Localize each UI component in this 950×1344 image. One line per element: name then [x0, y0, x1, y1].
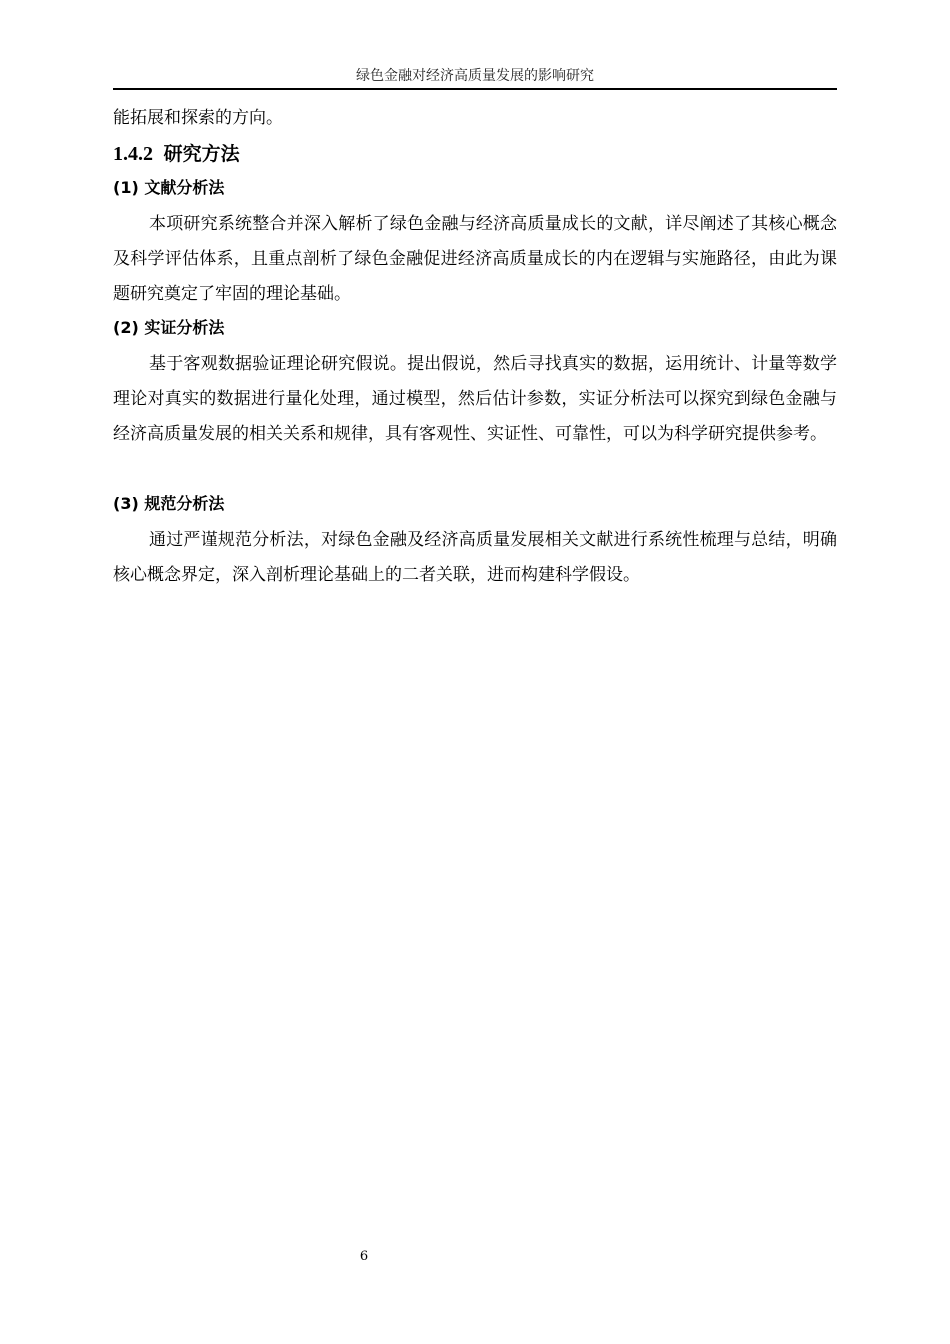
- section-title: 研究方法: [163, 143, 240, 165]
- section-heading: [113, 139, 837, 169]
- header-rule: [113, 88, 837, 90]
- continued-paragraph: 能拓展和探索的方向。: [113, 108, 283, 128]
- method-heading-empirical: (2) 实证分析法: [113, 318, 225, 337]
- running-header: 绿色金融对经济高质量发展的影响研究: [356, 68, 594, 84]
- method-heading-normative: (3) 规范分析法: [113, 494, 225, 513]
- section-number: 1.4.2: [113, 143, 153, 165]
- method-heading-literature: (1) 文献分析法: [113, 178, 225, 197]
- method-paragraph-literature: 本项研究系统整合并深入解析了绿色金融与经济高质量成长的文献，详尽阐述了其核心概念及科学评估体系，且重点剖析了绿色金融促进经济高质量成长的内在逻辑与实施路径，由此为课题研究奠定了牢固的理论基础。: [113, 214, 837, 304]
- page-number: 6: [359, 1249, 369, 1264]
- method-paragraph-normative: 通过严谨规范分析法，对绿色金融及经济高质量发展相关文献进行系统性梳理与总结，明确核心概念界定，深入剖析理论基础上的二者关联，进而构建科学假设。: [113, 530, 837, 585]
- method-paragraph-empirical: 基于客观数据验证理论研究假说。提出假说，然后寻找真实的数据，运用统计、计量等数学理论对真实的数据进行量化处理，通过模型，然后估计参数，实证分析法可以探究到绿色金融与经济高质量发展的相关关系和规律，具有客观性、实证性、可靠性，可以为科学研究提供参考。: [113, 354, 837, 444]
